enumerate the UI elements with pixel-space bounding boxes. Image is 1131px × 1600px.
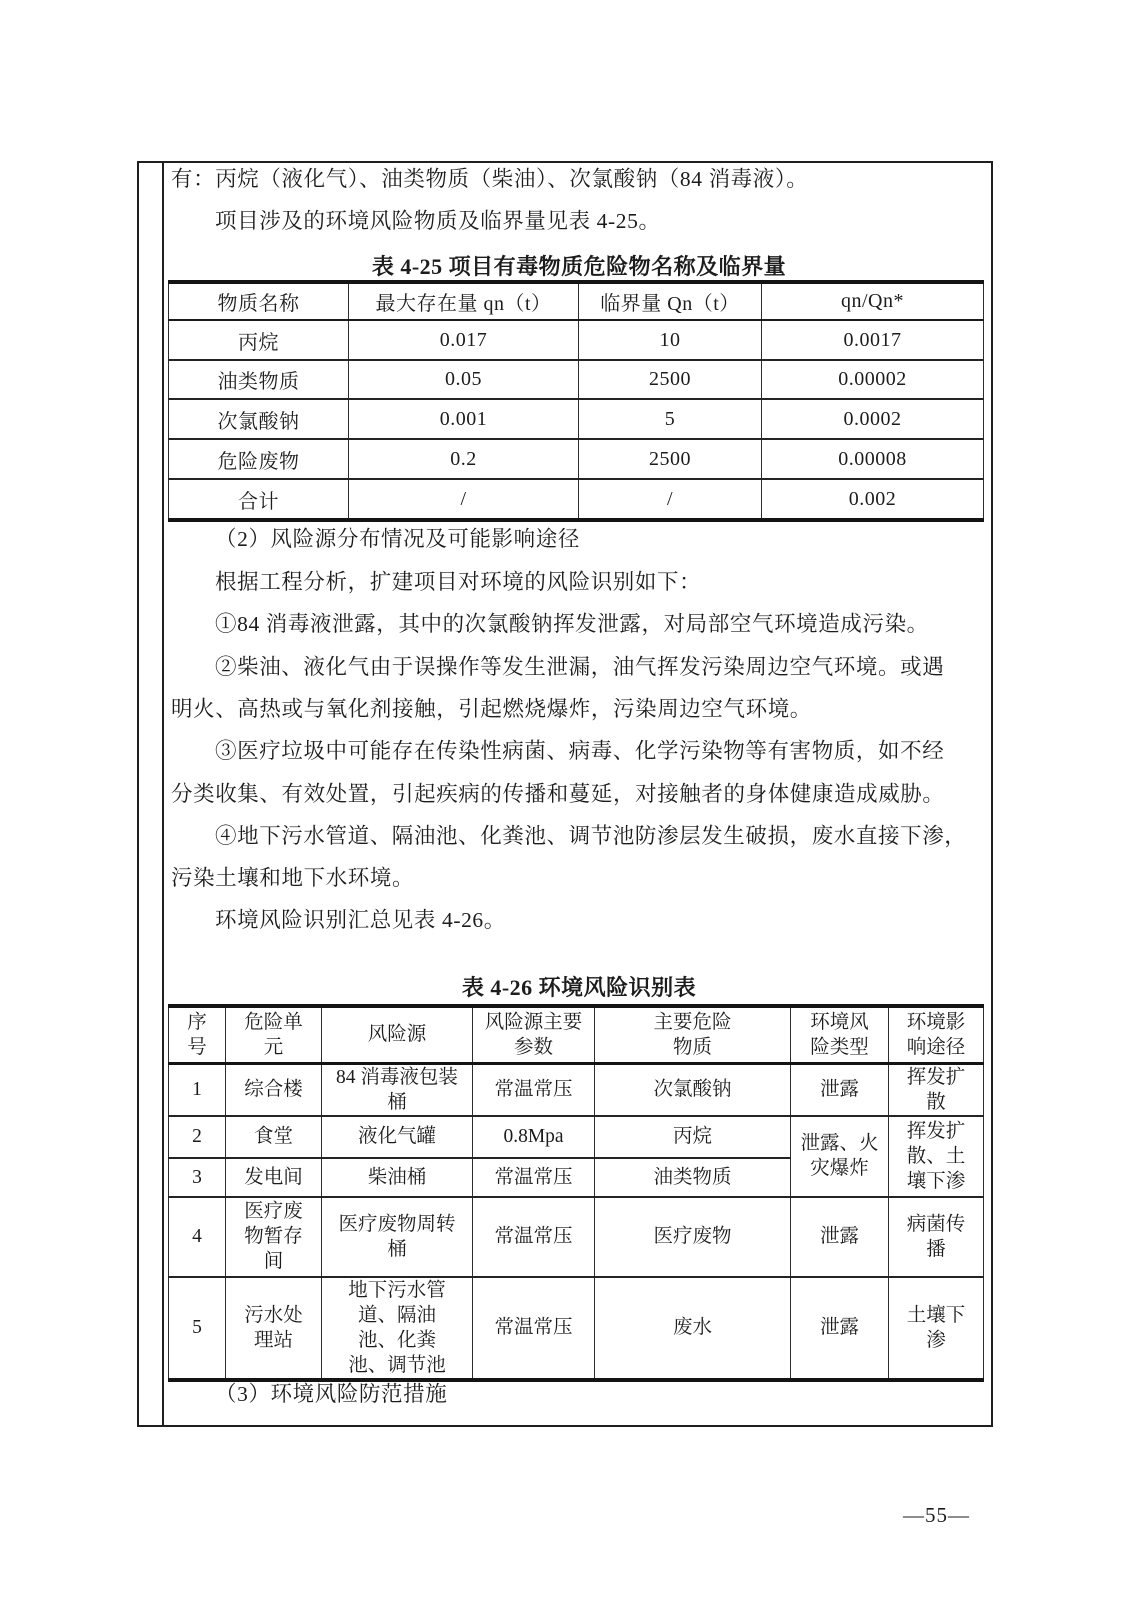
table-cell: 废水 <box>595 1277 791 1380</box>
table-header-row <box>169 1006 984 1063</box>
table-cell: 1 <box>169 1063 226 1116</box>
cell-text: 病菌传播 <box>906 1213 966 1260</box>
table-cell: 泄露 <box>791 1197 889 1277</box>
paragraph: （2）风险源分布情况及可能影响途径 <box>215 527 580 551</box>
column-header <box>595 1006 791 1063</box>
paragraph: 污染土壤和地下水环境。 <box>171 866 415 890</box>
table-cell: 油类物质 <box>595 1158 791 1197</box>
table-4-25-title: 表 4-25 项目有毒物质危险物名称及临界量 <box>371 254 787 279</box>
table-cell <box>322 1063 473 1116</box>
table-cell: 食堂 <box>226 1116 322 1158</box>
cell-text: 地下污水管道、隔油池、化粪池、调节池 <box>348 1279 446 1376</box>
column-header: 物质名称 <box>169 282 349 320</box>
cell-text: 挥发扩散、土壤下渗 <box>906 1120 966 1192</box>
header-label: 风险源 <box>367 1024 427 1046</box>
table-cell: 0.002 <box>762 479 984 520</box>
column-header <box>322 1006 473 1063</box>
table-cell <box>226 1197 322 1277</box>
table-cell: 0.2 <box>349 439 579 479</box>
column-header <box>169 1006 226 1063</box>
table-cell: 油类物质 <box>169 360 349 399</box>
table-cell: 常温常压 <box>473 1277 595 1380</box>
table-cell: 危险废物 <box>169 439 349 479</box>
table-cell: 2500 <box>579 439 762 479</box>
header-label: 环境影响途径 <box>906 1011 966 1058</box>
table-cell: 丙烷 <box>595 1116 791 1158</box>
table-row <box>169 360 984 399</box>
table-cell: 次氯酸钠 <box>595 1063 791 1116</box>
paragraph: ④地下污水管道、隔油池、化粪池、调节池防渗层发生破损，废水直接下渗， <box>215 824 967 848</box>
table-cell <box>791 1116 889 1197</box>
table-cell: 3 <box>169 1158 226 1197</box>
paragraph: ②柴油、液化气由于误操作等发生泄漏，油气挥发污染周边空气环境。或遇 <box>215 655 945 679</box>
column-header: 最大存在量 qn（t） <box>349 282 579 320</box>
table-cell: 常温常压 <box>473 1158 595 1197</box>
cell-text: 泄露、火灾爆炸 <box>800 1133 879 1179</box>
table-cell: 4 <box>169 1197 226 1277</box>
header-label: 环境风险类型 <box>810 1011 869 1058</box>
table-cell <box>226 1277 322 1380</box>
table-cell: 0.00002 <box>762 360 984 399</box>
table-cell: 2500 <box>579 360 762 399</box>
table-cell: 5 <box>169 1277 226 1380</box>
table-cell <box>889 1197 984 1277</box>
table-row <box>169 399 984 439</box>
table-cell <box>322 1277 473 1380</box>
paragraph: 明火、高热或与氧化剂接触，引起燃烧爆炸，污染周边空气环境。 <box>171 697 812 721</box>
table-cell: 丙烷 <box>169 320 349 360</box>
table-cell: 综合楼 <box>226 1063 322 1116</box>
paragraph: 项目涉及的环境风险物质及临界量见表 4-25。 <box>215 209 661 233</box>
table-cell <box>889 1063 984 1116</box>
cell-text: 污水处理站 <box>244 1304 303 1351</box>
cell-text: 医疗废物暂存间 <box>244 1201 303 1272</box>
table-cell: 0.8Mpa <box>473 1116 595 1158</box>
table-row <box>169 1063 984 1116</box>
cell-text: 医疗废物周转桶 <box>338 1213 456 1260</box>
page-number: —55— <box>903 1503 970 1527</box>
table-4-25 <box>168 280 984 522</box>
table-4-26-title: 表 4-26 环境风险识别表 <box>461 975 697 1000</box>
table-row <box>169 1116 984 1158</box>
table-cell: 0.0002 <box>762 399 984 439</box>
paragraph: 有：丙烷（液化气）、油类物质（柴油）、次氯酸钠（84 消毒液）。 <box>171 167 809 191</box>
cell-text: 挥发扩散 <box>906 1066 966 1113</box>
paragraph: ①84 消毒液泄露，其中的次氯酸钠挥发泄露，对局部空气环境造成污染。 <box>215 612 929 636</box>
table-row <box>169 1277 984 1380</box>
table-cell: 10 <box>579 320 762 360</box>
column-header: 临界量 Qn（t） <box>579 282 762 320</box>
header-label: 风险源主要参数 <box>484 1011 583 1058</box>
header-label: 主要危险物质 <box>653 1011 732 1058</box>
table-cell: 常温常压 <box>473 1063 595 1116</box>
table-cell: 医疗废物 <box>595 1197 791 1277</box>
table-cell: 柴油桶 <box>322 1158 473 1197</box>
table-cell: 2 <box>169 1116 226 1158</box>
table-4-26 <box>168 1004 984 1382</box>
table-header-row <box>169 282 984 320</box>
table-cell: 次氯酸钠 <box>169 399 349 439</box>
column-header: qn/Qn* <box>762 282 984 320</box>
table-cell <box>889 1116 984 1197</box>
table-row <box>169 439 984 479</box>
table-cell: / <box>579 479 762 520</box>
paragraph: （3）环境风险防范措施 <box>215 1382 448 1406</box>
column-header <box>473 1006 595 1063</box>
table-cell: 0.001 <box>349 399 579 439</box>
table-cell <box>322 1197 473 1277</box>
header-label: 危险单元 <box>244 1011 303 1058</box>
column-header <box>226 1006 322 1063</box>
table-cell: 泄露 <box>791 1277 889 1380</box>
table-cell: 合计 <box>169 479 349 520</box>
table-cell: 0.0017 <box>762 320 984 360</box>
column-header <box>889 1006 984 1063</box>
table-row <box>169 1197 984 1277</box>
cell-text: 84 消毒液包装桶 <box>336 1066 458 1113</box>
table-cell: 常温常压 <box>473 1197 595 1277</box>
form-gutter-column <box>139 163 164 1425</box>
table-cell: 0.017 <box>349 320 579 360</box>
paragraph: 分类收集、有效处置，引起疾病的传播和蔓延，对接触者的身体健康造成威胁。 <box>171 782 945 806</box>
table-cell: 泄露 <box>791 1063 889 1116</box>
table-cell: 0.05 <box>349 360 579 399</box>
header-label: 序号 <box>187 1011 207 1058</box>
table-row <box>169 320 984 360</box>
paragraph: ③医疗垃圾中可能存在传染性病菌、病毒、化学污染物等有害物质，如不经 <box>215 739 945 763</box>
table-cell: 发电间 <box>226 1158 322 1197</box>
table-row <box>169 479 984 520</box>
table-cell: 0.00008 <box>762 439 984 479</box>
table-cell: 5 <box>579 399 762 439</box>
table-cell: 液化气罐 <box>322 1116 473 1158</box>
table-cell: / <box>349 479 579 520</box>
table-cell <box>889 1277 984 1380</box>
column-header <box>791 1006 889 1063</box>
cell-text: 土壤下渗 <box>906 1304 966 1351</box>
paragraph: 环境风险识别汇总见表 4-26。 <box>215 908 506 932</box>
paragraph: 根据工程分析，扩建项目对环境的风险识别如下： <box>215 570 702 594</box>
